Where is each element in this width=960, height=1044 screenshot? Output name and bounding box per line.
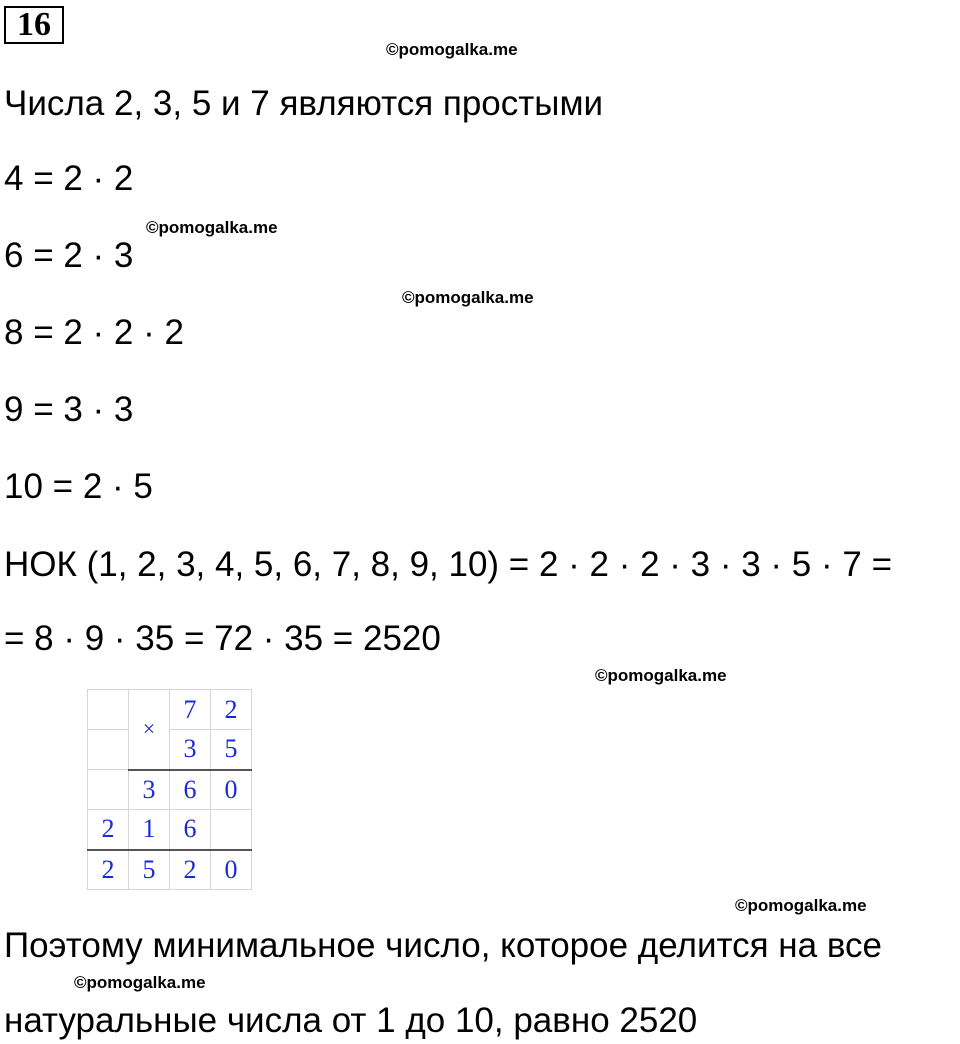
calc-cell: 0 (211, 850, 252, 890)
multiplication-table (87, 689, 252, 890)
calc-row (88, 730, 252, 770)
multiply-sign: × (129, 690, 170, 770)
text-line-answer: натуральные числа от 1 до 10, равно 2520 (4, 1001, 698, 1040)
text-line-nine: 9 = 3 · 3 (4, 390, 134, 429)
text-line-conclusion: Поэтому минимальное число, которое делится на все (4, 926, 882, 965)
calc-cell: 6 (170, 770, 211, 810)
calc-cell (88, 690, 129, 730)
text-line-primes: Числа 2, 3, 5 и 7 являются простыми (4, 84, 604, 123)
calc-row (88, 810, 252, 850)
watermark: ©pomogalka.me (402, 288, 534, 307)
calc-cell: 2 (211, 690, 252, 730)
calc-row (88, 770, 252, 810)
watermark: ©pomogalka.me (595, 666, 727, 685)
calc-cell (88, 730, 129, 770)
calc-row (88, 850, 252, 890)
calc-cell (88, 770, 129, 810)
calc-cell: 7 (170, 690, 211, 730)
calc-cell: 5 (129, 850, 170, 890)
calc-cell: 3 (170, 730, 211, 770)
calc-cell (211, 810, 252, 850)
watermark: ©pomogalka.me (735, 896, 867, 915)
text-line-four: 4 = 2 · 2 (4, 159, 134, 198)
calc-cell: 3 (129, 770, 170, 810)
watermark: ©pomogalka.me (74, 973, 206, 992)
calc-cell: 2 (170, 850, 211, 890)
watermark: ©pomogalka.me (386, 40, 518, 59)
calc-cell: 0 (211, 770, 252, 810)
calc-cell: 2 (88, 810, 129, 850)
text-line-six: 6 = 2 · 3 (4, 236, 134, 275)
text-line-eight: 8 = 2 · 2 · 2 (4, 313, 184, 352)
calc-cell: 2 (88, 850, 129, 890)
problem-number: 16 (4, 6, 64, 44)
calc-cell: 1 (129, 810, 170, 850)
calc-cell: 5 (211, 730, 252, 770)
text-line-ten: 10 = 2 · 5 (4, 467, 153, 506)
text-line-product: = 8 · 9 · 35 = 72 · 35 = 2520 (4, 619, 441, 658)
calc-row (88, 690, 252, 730)
watermark: ©pomogalka.me (146, 218, 278, 237)
calc-cell: 6 (170, 810, 211, 850)
text-line-lcm: НОК (1, 2, 3, 4, 5, 6, 7, 8, 9, 10) = 2 · 2 · 2 · 3 · 3 · 5 · 7 = (4, 545, 893, 584)
